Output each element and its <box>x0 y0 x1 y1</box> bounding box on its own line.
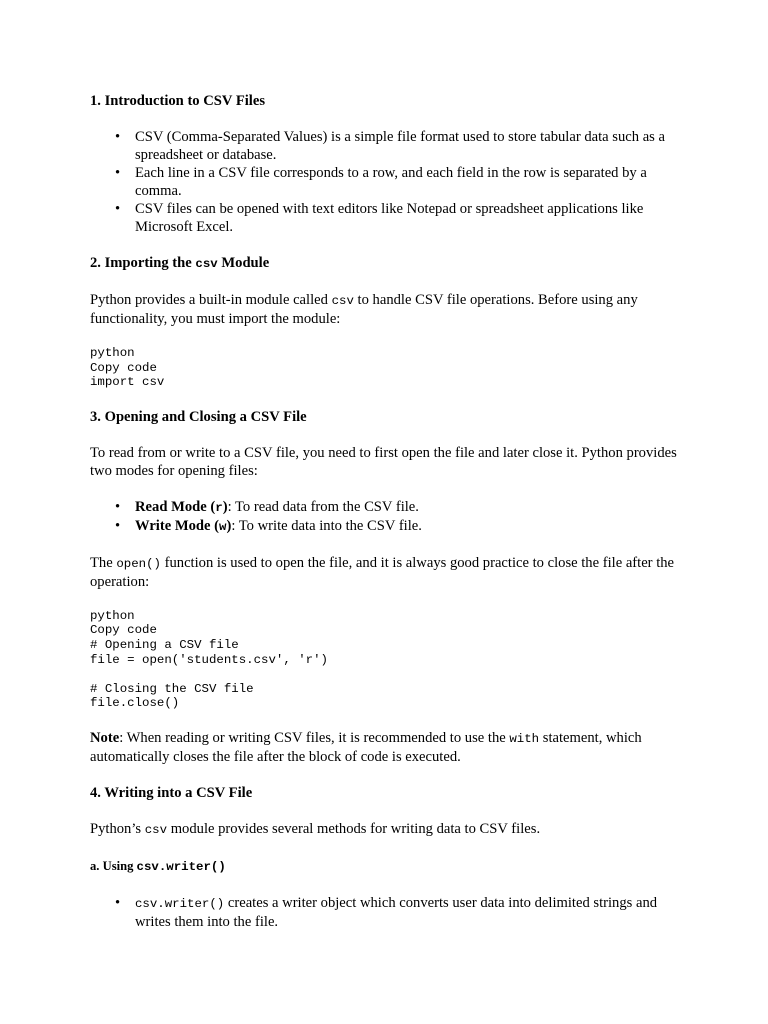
paragraph-text: function is used to open the file, and it is always good practice to close the file after the operation: <box>90 554 675 590</box>
inline-code: csv <box>144 822 168 837</box>
heading-code: csv <box>195 257 218 271</box>
label-text: Read Mode ( <box>135 498 216 515</box>
paragraph-text: The <box>90 554 117 571</box>
list-item <box>135 894 682 931</box>
heading-code: csv.writer() <box>136 859 226 874</box>
writer-bullet-list <box>90 894 682 931</box>
heading-text: 2. Importing the <box>90 255 196 271</box>
section-2-paragraph <box>90 291 682 328</box>
note-label: Note <box>90 729 120 746</box>
section-3-heading: 3. Opening and Closing a CSV File <box>90 408 307 425</box>
heading-text: a. Using <box>90 858 137 873</box>
section-3-paragraph-2 <box>90 554 682 591</box>
list-item: • CSV files can be opened with text editors like Notepad or spreadsheet applications like Microsoft Excel. <box>135 200 682 236</box>
paragraph-text: Python’s <box>90 820 145 837</box>
code-block: python Copy code # Opening a CSV file file = open('students.csv', 'r') # Closing the CSV file file.close() <box>90 608 328 711</box>
document-page <box>90 92 682 931</box>
mode-label <box>135 518 231 534</box>
mode-description: : To write data into the CSV file. <box>231 517 422 534</box>
inline-code: open() <box>116 556 161 571</box>
section-1-bullet-list <box>90 128 682 236</box>
mode-code: r <box>215 500 223 515</box>
inline-code: csv <box>331 294 354 308</box>
inline-code: with <box>509 731 540 746</box>
modes-list <box>90 498 682 536</box>
subsection-heading <box>90 857 682 876</box>
section-4-paragraph <box>90 820 682 839</box>
paragraph-text: Python provides a built-in module called <box>90 292 332 308</box>
mode-label <box>135 499 228 515</box>
list-item <box>135 517 682 536</box>
label-text: ) <box>226 517 232 534</box>
note-paragraph <box>90 729 682 766</box>
label-text: ) <box>222 498 228 515</box>
section-4-heading: 4. Writing into a CSV File <box>90 784 253 801</box>
code-block: python Copy code import csv <box>90 346 165 390</box>
paragraph-text: statement, which automatically closes the file after the block of code is executed. <box>90 729 642 765</box>
inline-code: csv.writer() <box>135 896 225 911</box>
list-item: • Each line in a CSV file corresponds to a row, and each field in the row is separated by a comma. <box>135 164 682 200</box>
section-1-heading: 1. Introduction to CSV Files <box>90 93 266 109</box>
paragraph-text: module provides several methods for writing data to CSV files. <box>167 820 541 837</box>
list-item <box>135 498 682 517</box>
mode-description: : To read data from the CSV file. <box>227 498 419 515</box>
mode-code: w <box>219 519 227 534</box>
label-text: Write Mode ( <box>135 517 220 534</box>
section-2-heading <box>90 254 682 273</box>
heading-text: Module <box>217 255 270 271</box>
list-item-text: creates a writer object which converts user data into delimited strings and writes them into the file. <box>135 894 658 930</box>
section-3-paragraph: To read from or write to a CSV file, you need to first open the file and later close it. Python provides two modes for opening files: <box>90 444 677 479</box>
paragraph-text: to handle CSV file operations. Before using any functionality, you must import the module: <box>90 292 638 327</box>
paragraph-text: : When reading or writing CSV files, it is recommended to use the <box>119 729 510 746</box>
list-item: • CSV (Comma-Separated Values) is a simple file format used to store tabular data such as a spreadsheet or database. <box>135 128 682 164</box>
